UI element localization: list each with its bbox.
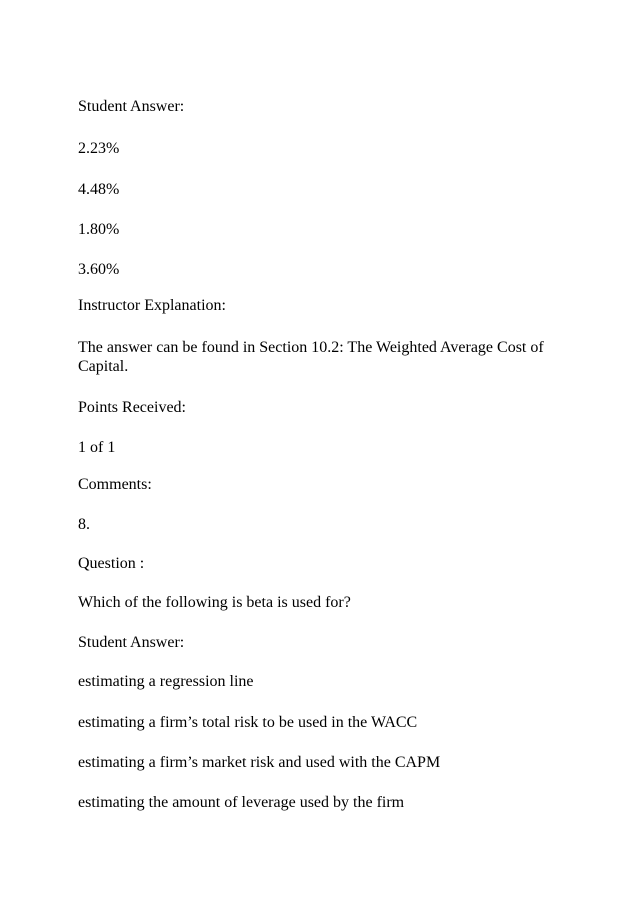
answer-option-4: 3.60% xyxy=(78,261,120,278)
points-received-value: 1 of 1 xyxy=(78,439,116,456)
student-answer-label-1: Student Answer: xyxy=(78,98,185,115)
question-number: 8. xyxy=(78,516,90,533)
beta-option-3: estimating a firm’s market risk and used with the CAPM xyxy=(78,754,441,771)
points-received-label: Points Received: xyxy=(78,399,186,416)
beta-option-1: estimating a regression line xyxy=(78,673,254,690)
question-text: Which of the following is beta is used for? xyxy=(78,594,351,611)
answer-option-2: 4.48% xyxy=(78,181,120,198)
student-answer-label-2: Student Answer: xyxy=(78,634,185,651)
question-label: Question : xyxy=(78,555,145,572)
answer-option-1: 2.23% xyxy=(78,140,120,157)
beta-option-2: estimating a firm’s total risk to be used in the WACC xyxy=(78,714,418,731)
answer-option-3: 1.80% xyxy=(78,221,120,238)
instructor-explanation-text: The answer can be found in Section 10.2: The Weighted Average Cost of Capital. xyxy=(78,339,544,375)
instructor-explanation-label: Instructor Explanation: xyxy=(78,297,226,314)
comments-label: Comments: xyxy=(78,476,152,493)
beta-option-4: estimating the amount of leverage used by the firm xyxy=(78,794,405,811)
